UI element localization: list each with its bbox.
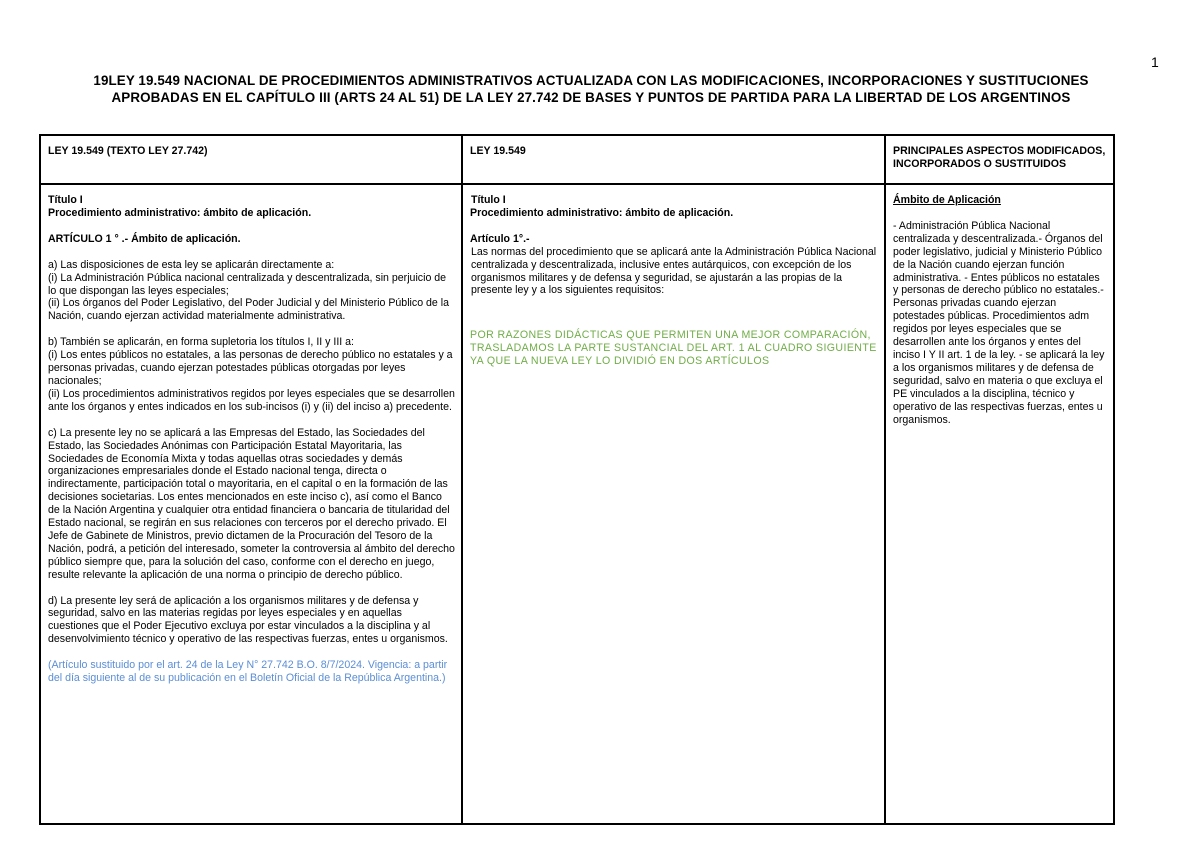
header-principales-aspectos: PRINCIPALES ASPECTOS MODIFICADOS, INCORPORADOS O SUSTITUIDOS (885, 135, 1114, 184)
header-ley-19549: LEY 19.549 (462, 135, 885, 184)
document-title (40, 72, 1142, 106)
col1-inciso-b-intro: b) También se aplicarán, en forma supletoria los títulos I, II y III a: (48, 336, 354, 349)
col1-inciso-b-i: (i) Los entes públicos no estatales, a las personas de derecho público no estatales y a personas privadas, cuando ejerzan potestades públicas otorgadas por leyes nacionales; (48, 349, 453, 387)
title-line-2: APROBADAS EN EL CAPÍTULO III (ARTS 24 AL 51) DE LA LEY 27.742 DE BASES Y PUNTOS DE PARTIDA PARA LA LIBERTAD DE LOS ARGENTINOS (111, 90, 1071, 105)
col1-articulo: ARTÍCULO 1 ° .- Ámbito de aplicación. (48, 232, 241, 245)
table-body-row (40, 184, 1114, 824)
col2-titulo: Título I (471, 194, 506, 206)
col2-texto: Las normas del procedimiento que se aplicará ante la Administración Pública Nacional centralizada y descentralizada, inclusive entes autárquicos, con excepción de los organismos militares y de defensa y seguridad, se ajustarán a las propias de la presente ley y a los siguientes requisitos: (471, 245, 877, 297)
column-old-text (462, 184, 885, 824)
col1-nota-sustitucion: (Artículo sustituido por el art. 24 de la Ley N° 27.742 B.O. 8/7/2024. Vigencia: a partir del día siguiente al de su publicación en el Boletín Oficial de la República Argentina.) (48, 659, 448, 685)
table-header-row (40, 135, 1114, 184)
col1-inciso-d: d) La presente ley será de aplicación a los organismos militares y de defensa y seguridad, salvo en las materias regidas por leyes especiales y en aquellas cuestiones que el Poder Ejecutivo excluya por estar vinculados a la disciplina y al desenvolvimiento técnico y operativo de las respectivas fuerzas, entes u organismos. (48, 594, 448, 646)
col1-inciso-a-ii: (ii) Los órganos del Poder Legislativo, del Poder Judicial y del Ministerio Público de la Nación, cuando ejerzan actividad materialmente administrativa. (48, 297, 450, 323)
col1-inciso-a-intro: a) Las disposiciones de esta ley se aplicarán directamente a: (48, 258, 335, 271)
col1-inciso-a-i: (i) La Administración Pública nacional centralizada y descentralizada, sin perjuicio de lo que dispongan las leyes especiales; (48, 271, 447, 297)
col1-inciso-c: c) La presente ley no se aplicará a las Empresas del Estado, las Sociedades del Estado, las Sociedades Anónimas con Participación Estatal Mayoritaria, las Sociedades de Economía Mixta y todas aquellas otras sociedades y demás organizaciones empresariales donde el Estado nacional tenga, directa o indirectamente, participación total o mayoritaria, en el capital o en la formación de las decisiones societarias. Los entes mencionados en este inciso c), así como el Banco de la Nación Argentina y cualquier otra entidad financiera o bancaria de titularidad del Estado nacional, se regirán en sus relaciones con terceros por el derecho privado. El Jefe de Gabinete de Ministros, previo dictamen de la Procuración del Tesoro de la Nación, podrá, a petición del interesado, someter la controversia al ámbito del derecho público siempre que, para la solución del caso, conforme con el derecho en juego, resulte relevante la aplicación de una norma o principio de derecho público. (48, 426, 455, 581)
header-ley-texto-27742: LEY 19.549 (TEXTO LEY 27.742) (40, 135, 462, 184)
page-number: 1 (1151, 54, 1159, 70)
col2-articulo: Artículo 1°.- (470, 232, 530, 245)
col1-subtitulo: Procedimiento administrativo: ámbito de aplicación. (48, 206, 312, 219)
col1-titulo: Título I (48, 194, 83, 206)
column-new-text (40, 184, 462, 824)
col1-inciso-b-ii: (ii) Los procedimientos administrativos regidos por leyes especiales que se desarrollen ante los órganos y entes indicados en los sub-incisos (i) y (ii) del inciso a) precedente. (48, 387, 455, 413)
col3-heading: Ámbito de Aplicación (893, 194, 1001, 206)
col2-nota-didactica: POR RAZONES DIDÁCTICAS QUE PERMITEN UNA MEJOR COMPARACIÓN, TRASLADAMOS LA PARTE SUSTANCIAL DEL ART. 1 AL CUADRO SIGUIENTE YA QUE LA NUEVA LEY LO DIVIDIÓ EN DOS ARTÍCULOS (470, 329, 877, 368)
col2-subtitulo: Procedimiento administrativo: ámbito de aplicación. (470, 206, 734, 219)
column-aspects (885, 184, 1114, 824)
col3-texto: - Administración Pública Nacional centralizada y descentralizada.- Órganos del poder legislativo, judicial y Ministerio Público de la Nación cuando ejerzan función administrativa. - Entes públicos no estatales y personas de derecho público no estatales.- Personas privadas cuando ejerzan potestades públicas. Procedimientos adm regidos por leyes especiales que se desarrollen ante los órganos y entes del inciso I Y II art. 1 de la ley. - se aplicará la ley a los organismos militares y de defensa de seguridad, salvo en materia o que excluya el PE vinculados a la disciplina, técnico y operativo de las respectivas fuerzas, entes u organismos. (893, 219, 1105, 426)
comparison-table (39, 134, 1115, 825)
title-line-1: 19LEY 19.549 NACIONAL DE PROCEDIMIENTOS ADMINISTRATIVOS ACTUALIZADA CON LAS MODIFICACIONES, INCORPORACIONES Y SUSTITUCIONES (93, 73, 1089, 88)
